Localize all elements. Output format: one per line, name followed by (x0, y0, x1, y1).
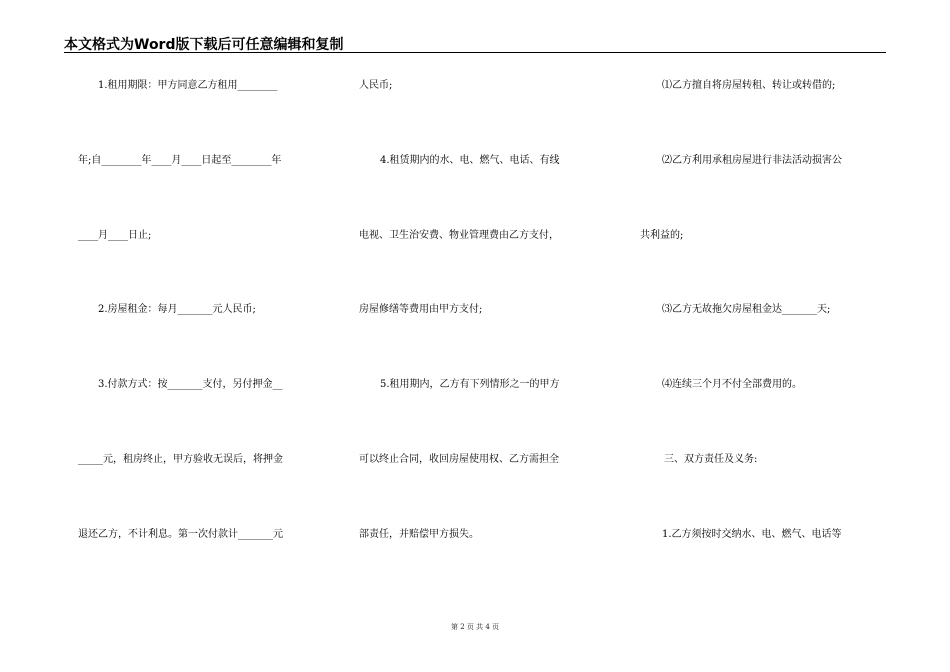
left-col-line-4: 2.房屋租金：每月_______元人民币; (98, 304, 256, 315)
middle-col-line-5: 5.租用期内，乙方有下列情形之一的甲方 (380, 379, 560, 390)
middle-col-line-3: 电视、卫生治安费、物业管理费由乙方支付， (359, 230, 559, 241)
middle-col-line-1: 人民币; (359, 80, 393, 91)
right-col-line-1: ⑴乙方擅自将房屋转租、转让或转借的; (662, 80, 836, 91)
middle-col-line-6: 可以终止合同，收回房屋使用权、乙方需担全 (359, 454, 559, 465)
header-divider (64, 52, 886, 53)
right-col-line-5: ⑷连续三个月不付全部费用的。 (662, 379, 802, 390)
right-col-line-6: 三、双方责任及义务: (664, 454, 758, 465)
left-col-line-3: ____月____日止; (78, 230, 152, 241)
middle-col-line-2: 4.租赁期内的水、电、燃气、电话、有线 (380, 155, 560, 166)
right-col-line-4: ⑶乙方无故拖欠房屋租金达_______天; (662, 304, 831, 315)
right-col-line-3: 共利益的; (640, 230, 684, 241)
left-col-line-5: 3.付款方式：按_______支付，另付押金__ (98, 379, 283, 390)
left-col-line-2: 年;自________年____月____日起至________年 (78, 155, 282, 166)
left-col-line-1: 1.租用期限：甲方同意乙方租用________ (98, 80, 278, 91)
document-header-title: 本文格式为Word版下载后可任意编辑和复制 (64, 37, 344, 53)
right-col-line-7: 1.乙方须按时交纳水、电、燃气、电话等 (662, 529, 842, 540)
middle-col-line-4: 房屋修缮等费用由甲方支付; (359, 304, 483, 315)
left-col-line-6: _____元，租房终止，甲方验收无误后，将押金 (78, 454, 283, 465)
left-col-line-7: 退还乙方，不计利息。第一次付款计_______元 (78, 529, 283, 540)
right-col-line-2: ⑵乙方利用承租房屋进行非法活动损害公 (662, 155, 842, 166)
middle-col-line-7: 部责任，并赔偿甲方损失。 (359, 529, 479, 540)
page-number: 第 2 页 共 4 页 (450, 623, 500, 631)
